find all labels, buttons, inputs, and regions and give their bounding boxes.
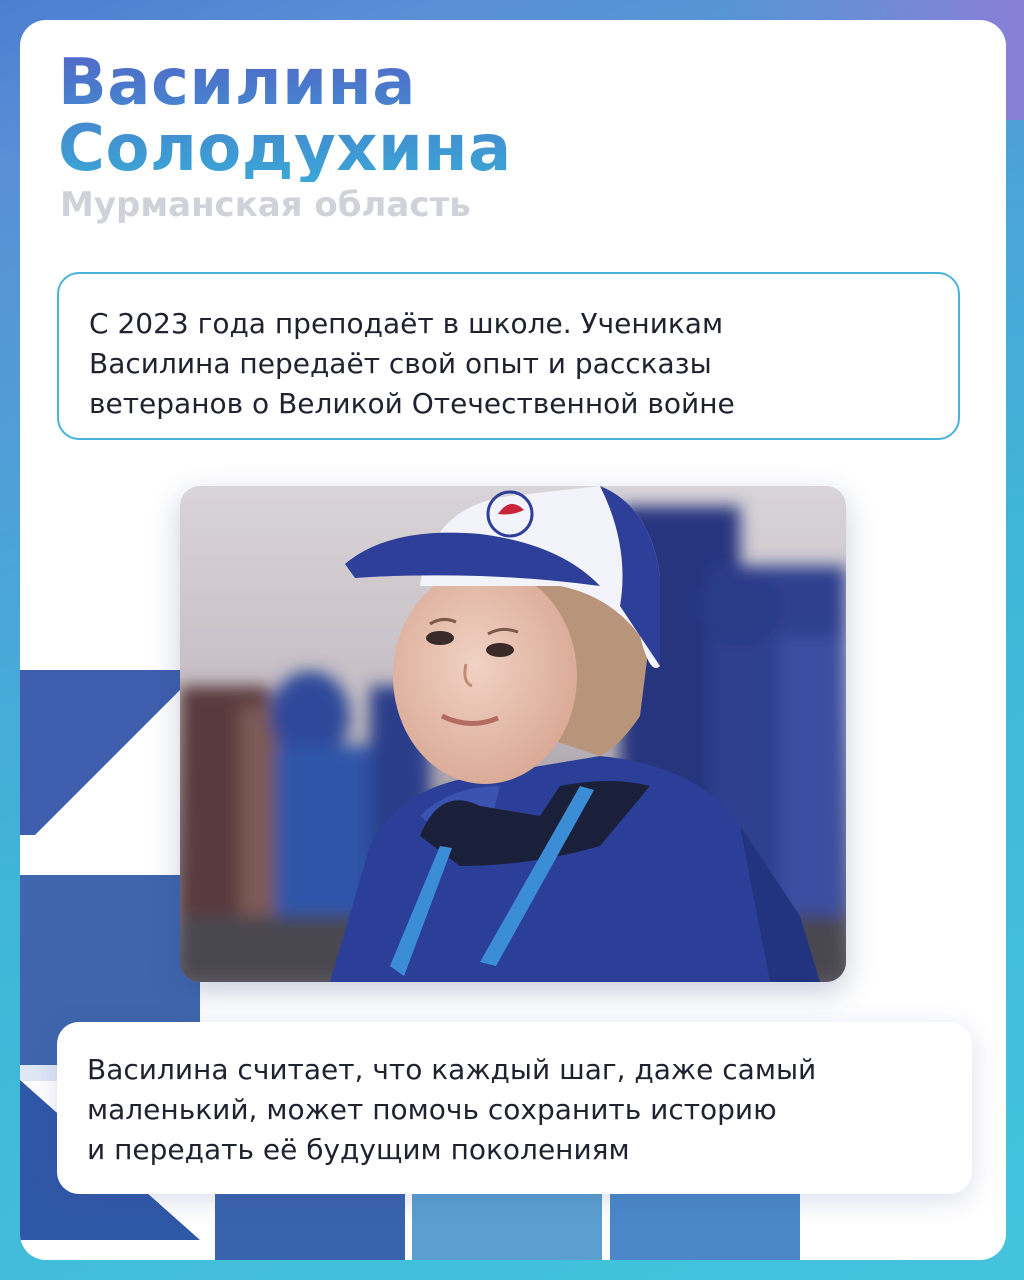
first-name: Василина	[58, 46, 416, 120]
decor-stripe	[20, 835, 200, 860]
quote-bubble	[57, 1022, 972, 1194]
person-name	[58, 46, 512, 186]
decor-triangle-top	[20, 670, 200, 850]
decor-tile-1	[215, 1192, 405, 1260]
bio-line-2: Василина передаёт свой опыт и рассказы	[89, 347, 712, 380]
portrait-photo	[180, 486, 846, 982]
bio-line-1: С 2023 года преподаёт в школе. Ученикам	[89, 307, 724, 340]
quote-line-3: и передать её будущим поколениям	[87, 1133, 630, 1166]
portrait-illustration	[180, 486, 846, 982]
decor-tile-3	[610, 1192, 800, 1260]
content-card	[20, 20, 1006, 1260]
decor-tile-2	[412, 1192, 602, 1260]
bio-bubble	[57, 272, 960, 440]
bio-line-3: ветеранов о Великой Отечественной войне	[89, 387, 735, 420]
quote-line-2: маленький, может помочь сохранить историю	[87, 1093, 777, 1126]
quote-text	[87, 1050, 942, 1170]
quote-line-1: Василина считает, что каждый шаг, даже самый	[87, 1053, 817, 1086]
region-label: Мурманская область	[60, 185, 471, 225]
last-name: Солодухина	[58, 112, 512, 186]
bio-text	[89, 304, 928, 424]
